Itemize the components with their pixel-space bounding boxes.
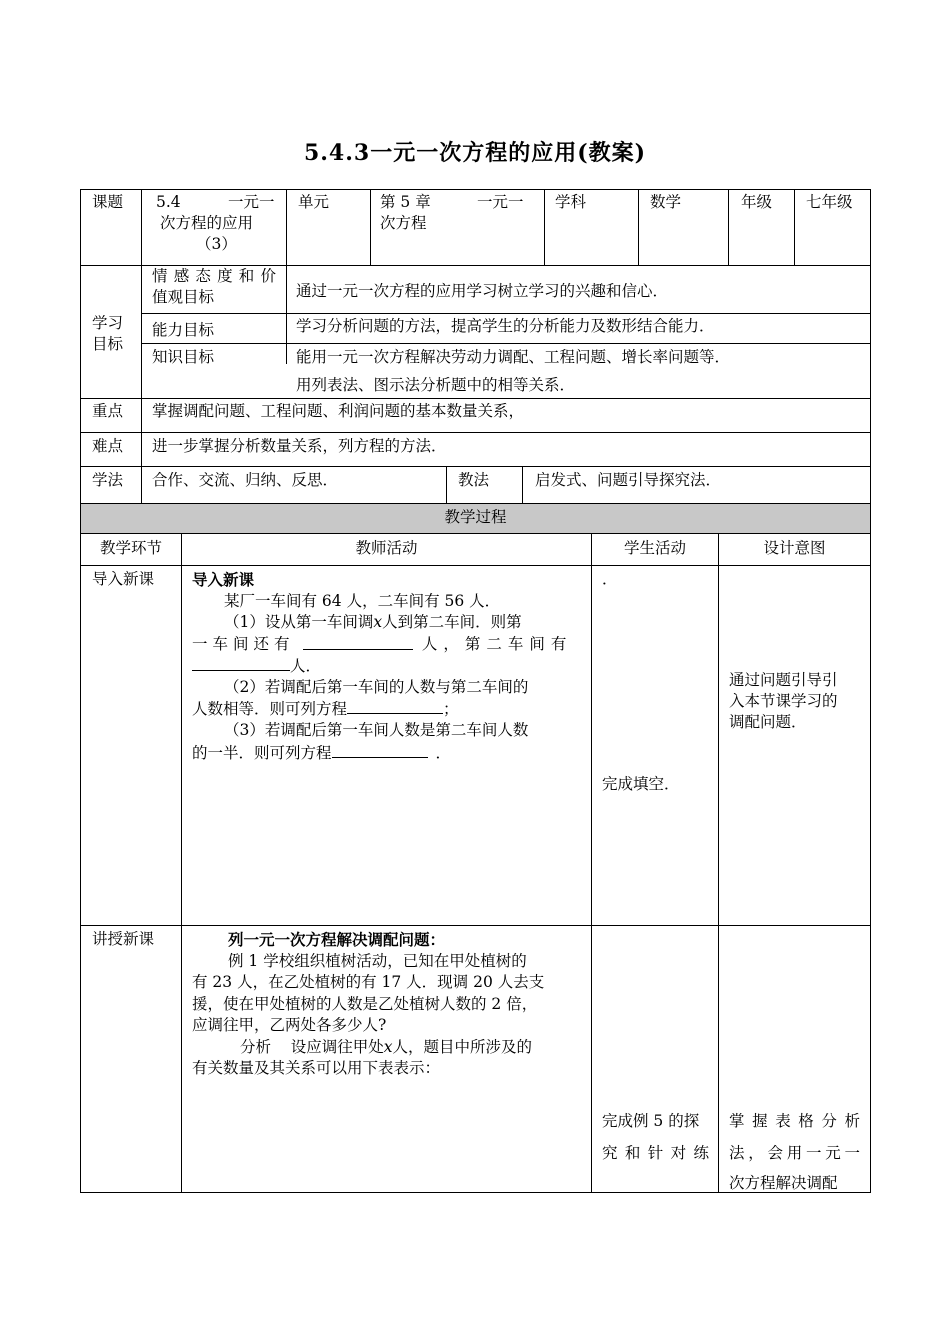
fill-blank <box>347 698 443 714</box>
intro-heading: 导入新课 <box>192 570 255 589</box>
subject-label: 学科 <box>555 193 587 211</box>
difficulty-text: 进一步掌握分析数量关系，列方程的方法． <box>152 437 447 455</box>
rule <box>591 533 592 1193</box>
rule <box>80 533 871 534</box>
col-header-teacher: 教师活动 <box>355 539 418 557</box>
rule <box>718 533 719 1193</box>
knowledge-goal-text-line1: 能用一元一次方程解决劳动力调配、工程问题、增长率问题等． <box>296 348 731 366</box>
intro-q2-line1: （2）若调配后第一车间的人数与第二车间的 <box>224 678 529 696</box>
intro-q2-line2 <box>192 698 459 721</box>
topic-text-a: 5.4 <box>156 193 181 211</box>
intro-student-text: 完成填空． <box>602 775 680 793</box>
difficulty-label: 难点 <box>92 437 124 455</box>
affect-goal-text: 通过一元一次方程的应用学习树立学习的兴趣和信心． <box>296 282 669 300</box>
ability-goal-text: 学习分析问题的方法，提高学生的分析能力及数形结合能力． <box>296 317 715 335</box>
lecture-stage: 讲授新课 <box>92 930 155 948</box>
text: 人，题目中所涉及的 <box>392 1038 532 1056</box>
rule <box>80 189 81 1193</box>
intro-design-line3: 调配问题． <box>729 713 807 731</box>
rule <box>80 565 871 566</box>
affect-goal-label-line2: 值观目标 <box>152 288 215 306</box>
study-method-text: 合作、交流、归纳、反思． <box>152 471 339 489</box>
text: 分析 设应调往甲处 <box>240 1038 384 1056</box>
example-line1: 例 1 学校组织植树活动，已知在甲处植树的 <box>228 952 527 970</box>
intro-q3-line2 <box>192 742 451 765</box>
rule <box>80 432 871 433</box>
rule <box>80 466 871 467</box>
teach-method-label: 教法 <box>458 471 490 489</box>
intro-design-line2: 入本节课学习的 <box>729 692 838 710</box>
intro-q3-line1: （3）若调配后第一车间人数是第二车间人数 <box>224 721 529 739</box>
unit-text-line2: 次方程 <box>380 214 427 232</box>
col-header-design: 设计意图 <box>763 539 826 557</box>
col-header-student: 学生活动 <box>623 539 686 557</box>
analysis-line2: 有关数量及其关系可以用下表表示： <box>192 1059 441 1077</box>
goals-label-line2: 目标 <box>92 335 124 353</box>
example-line3: 援，使在甲处植树的人数是乙处植树人数的 2 倍， <box>192 995 538 1013</box>
rule <box>728 189 729 265</box>
topic-text-line3: （3） <box>196 235 237 253</box>
text: ； <box>443 700 459 718</box>
rule <box>181 533 182 1193</box>
rule <box>522 466 523 504</box>
text: 的一半．则可列方程 <box>192 744 332 762</box>
focus-text: 掌握调配问题、工程问题、利润问题的基本数量关系， <box>152 402 525 420</box>
intro-q1-line3 <box>192 655 321 678</box>
lecture-design-line3: 次方程解决调配 <box>729 1174 838 1192</box>
knowledge-goal-text-line2: 用列表法、图示法分析题中的相等关系． <box>296 376 576 394</box>
text: ． <box>435 744 452 762</box>
rule <box>446 466 447 504</box>
rule <box>80 925 871 926</box>
knowledge-goal-label: 知识目标 <box>152 348 215 366</box>
intro-design-line1: 通过问题引导引 <box>729 671 838 689</box>
topic-text-b: 一元一 <box>228 193 275 211</box>
text: 一车间还有 <box>192 635 295 653</box>
intro-stage: 导入新课 <box>92 570 155 588</box>
fill-blank <box>192 655 290 671</box>
intro-student-dot: ． <box>602 570 618 588</box>
teach-method-text: 启发式、问题引导探究法． <box>535 471 722 489</box>
grade-value: 七年级 <box>806 193 853 211</box>
lecture-design-line1: 掌握表格分析 <box>729 1112 860 1130</box>
study-method-label: 学法 <box>92 471 124 489</box>
intro-q1-line1 <box>224 612 522 634</box>
rule <box>544 189 545 265</box>
ability-goal-label: 能力目标 <box>152 321 215 339</box>
rule <box>141 313 871 314</box>
rule <box>286 189 287 364</box>
goals-label-line1: 学习 <box>92 314 124 332</box>
page-title: 5.4.3一元一次方程的应用(教案) <box>303 140 647 166</box>
process-banner: 教学过程 <box>444 508 507 526</box>
fill-blank <box>332 742 428 758</box>
grade-label: 年级 <box>741 193 773 211</box>
lecture-heading: 列一元一次方程解决调配问题： <box>228 930 446 949</box>
example-line4: 应调往甲，乙两处各多少人? <box>192 1016 387 1034</box>
lecture-student-line1: 完成例 5 的探 <box>602 1112 700 1130</box>
unit-text-a: 第 5 章 <box>380 193 431 211</box>
text: 人，第二车间有 <box>421 635 573 653</box>
unit-label: 单元 <box>298 193 330 211</box>
fill-blank <box>303 634 413 650</box>
text: 人数相等．则可列方程 <box>192 700 348 718</box>
lecture-student-line2: 究和针对练 <box>602 1144 709 1162</box>
variable: x <box>373 613 383 631</box>
rule <box>370 189 371 265</box>
rule <box>638 189 639 265</box>
lecture-design-line2: 法，会用一元一 <box>729 1144 860 1162</box>
text: 人． <box>290 657 322 675</box>
col-header-stage: 教学环节 <box>99 539 162 557</box>
affect-goal-label-line1: 情感态度和价 <box>152 267 276 285</box>
topic-label: 课题 <box>92 193 124 211</box>
rule <box>141 343 871 344</box>
topic-text-line2: 次方程的应用 <box>160 214 254 232</box>
rule <box>80 398 871 399</box>
rule <box>794 189 795 265</box>
analysis-line1 <box>240 1037 532 1059</box>
variable: x <box>383 1038 393 1056</box>
text: 人到第二车间．则第 <box>382 613 522 631</box>
rule <box>80 189 871 190</box>
rule <box>141 189 142 504</box>
intro-q1-line2 <box>192 634 581 656</box>
intro-paragraph: 某厂一车间有 64 人，二车间有 56 人． <box>224 592 501 610</box>
rule <box>870 189 871 1193</box>
example-line2: 有 23 人，在乙处植树的有 17 人．现调 20 人去支 <box>192 973 545 991</box>
subject-value: 数学 <box>650 193 682 211</box>
text: （1）设从第一车间调 <box>224 613 374 631</box>
unit-text-b: 一元一 <box>477 193 524 211</box>
focus-label: 重点 <box>92 402 124 420</box>
